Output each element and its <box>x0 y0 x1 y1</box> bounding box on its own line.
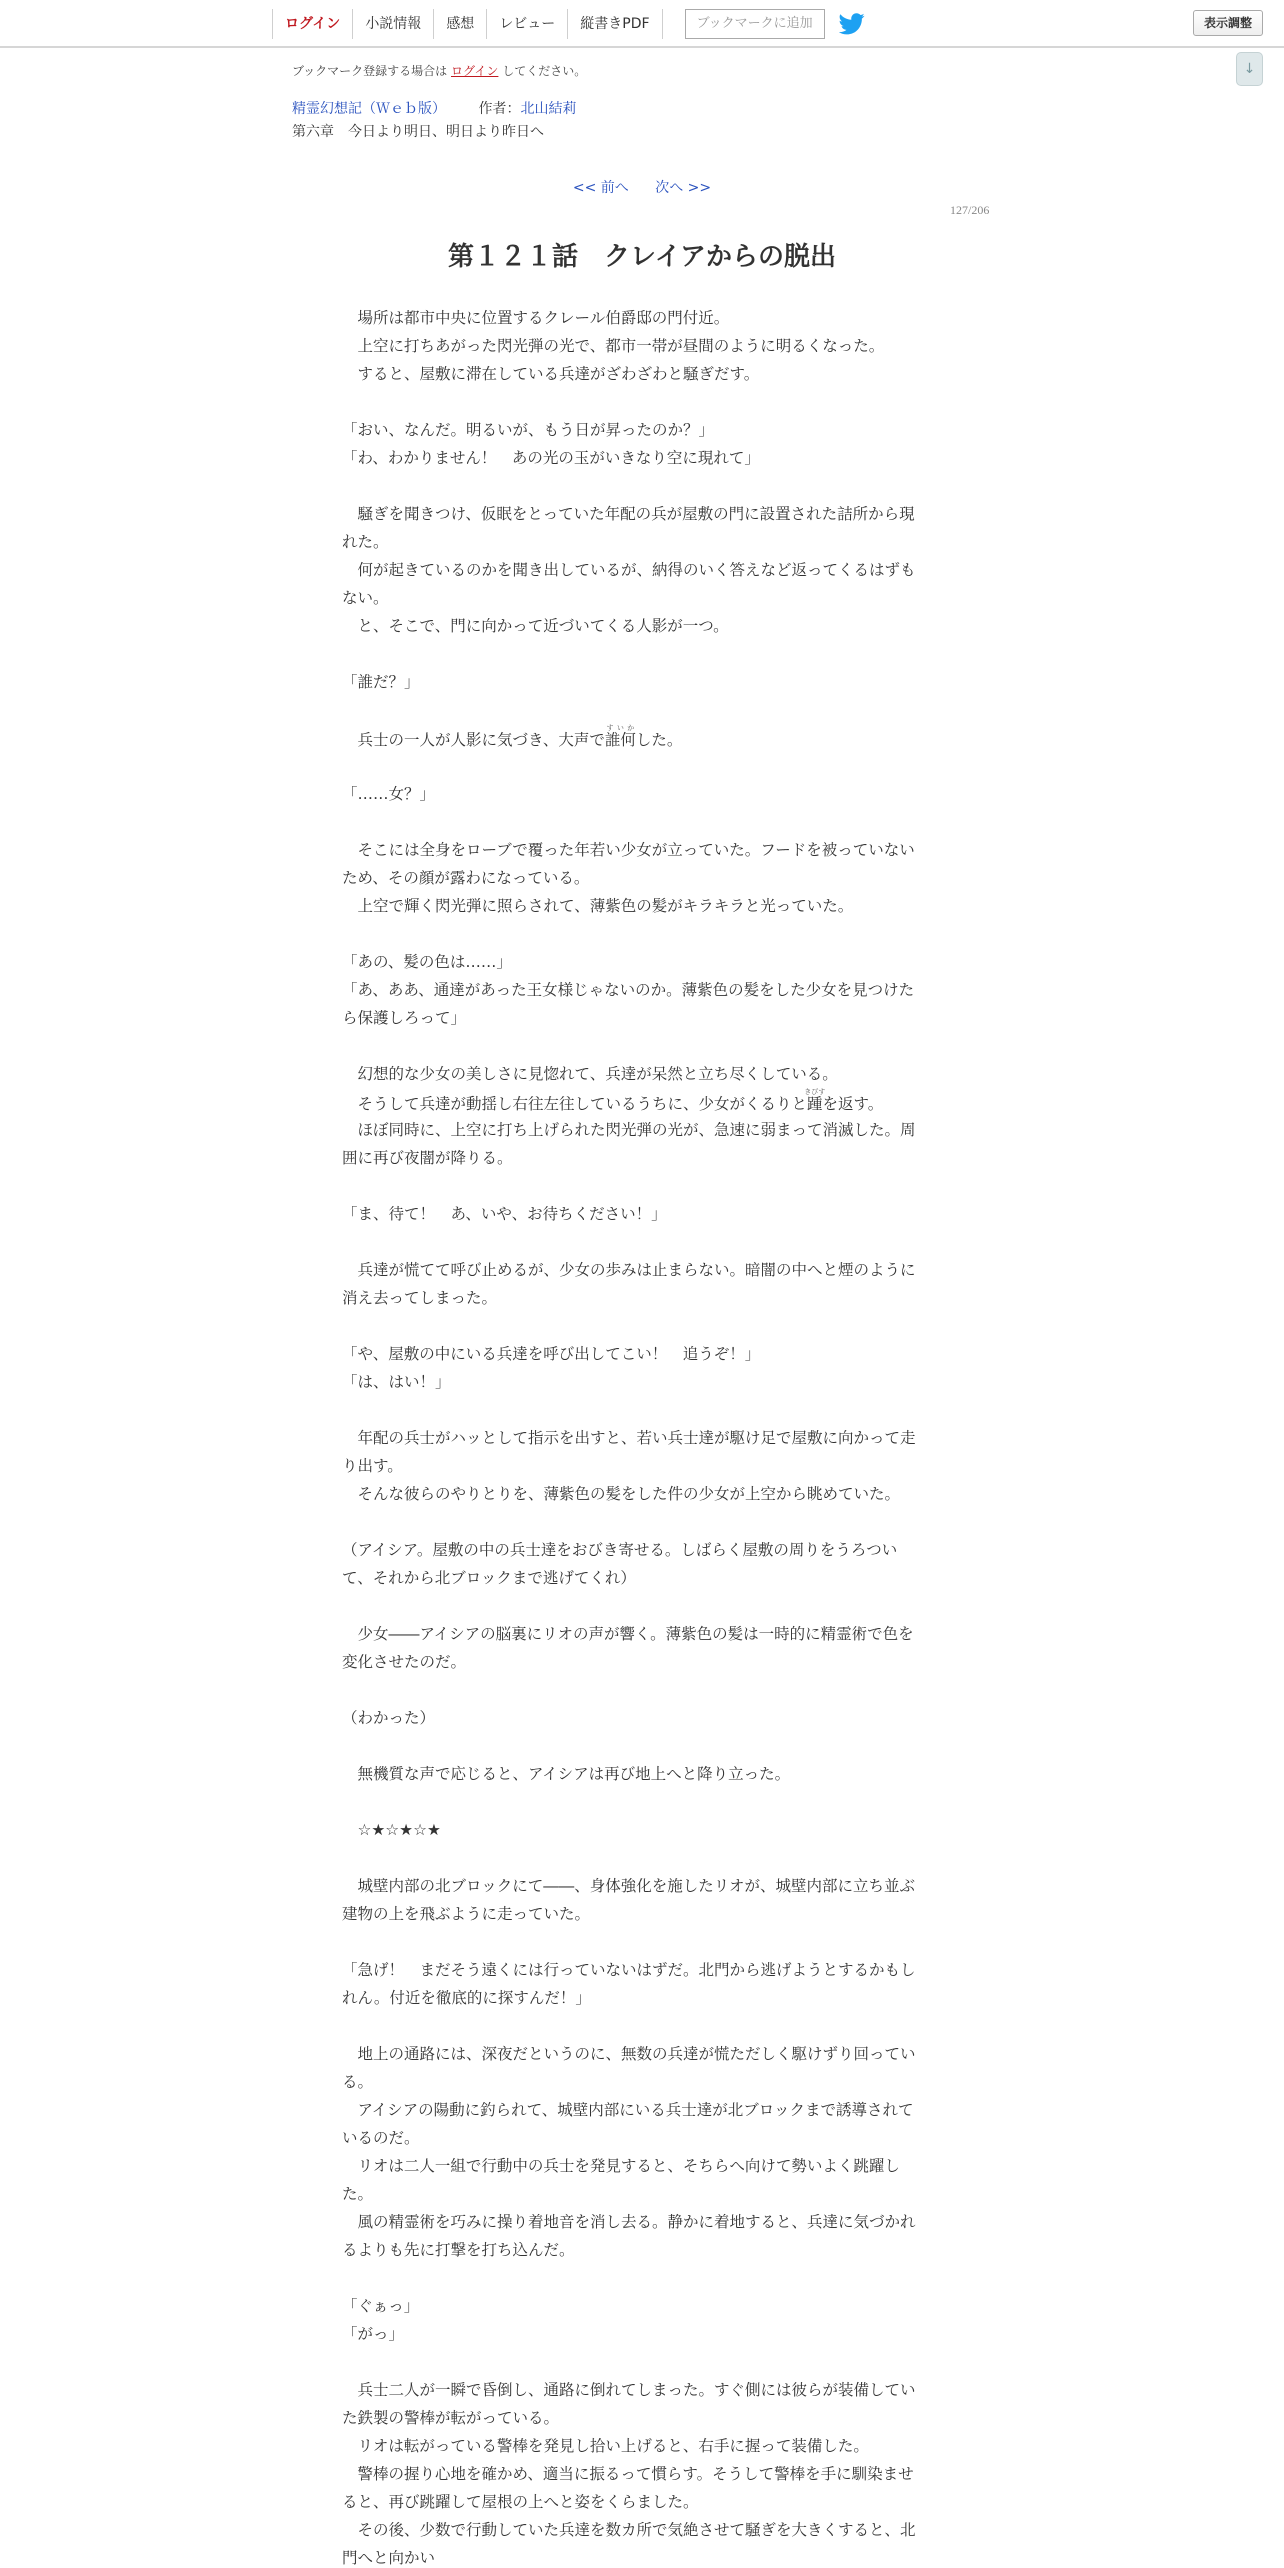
novel-meta <box>292 98 576 118</box>
nav-novel-info[interactable]: 小説情報 <box>352 9 433 39</box>
body-line: 場所は都市中央に位置するクレール伯爵邸の門付近。 <box>342 309 730 327</box>
body-line: 「……女？」 <box>342 785 436 803</box>
body-line <box>342 640 942 668</box>
notice-text-before: ブックマーク登録する場合は <box>292 64 448 78</box>
body-line: 何が起きているのかを聞き出しているが、納得のいく答えなど返ってくるはずも <box>342 561 916 579</box>
body-line: 兵士の一人が人影に気づき、大声で誰何すいかした。 <box>342 724 683 749</box>
nav-impressions[interactable]: 感想 <box>433 9 486 39</box>
body-line: 「わ、わかりません！ あの光の玉がいきなり空に現れて」 <box>342 449 760 467</box>
ruby-annotation: 誰何すいか <box>604 724 636 749</box>
ruby-annotation: 踵きびす <box>804 1088 826 1113</box>
body-line: 城壁内部の北ブロックにて――、身体強化を施したリオが、城壁内部に立ち並ぶ <box>342 1877 916 1895</box>
body-line <box>342 1508 942 1536</box>
body-line: （わかった） <box>342 1709 436 1727</box>
body-line: ら保護しろって」 <box>342 1009 467 1027</box>
novel-body <box>342 304 942 2568</box>
body-line <box>342 1396 942 1424</box>
body-line: るよりも先に打撃を打ち込んだ。 <box>342 2241 575 2259</box>
author-label: 作者： <box>478 101 521 117</box>
episode-title: 第１２１話 クレイアからの脱出 <box>448 242 836 272</box>
nav-vertical-pdf[interactable]: 縦書きPDF <box>567 9 662 39</box>
body-line: 消え去ってしまった。 <box>342 1289 498 1307</box>
body-line <box>342 1228 942 1256</box>
body-line: 囲に再び夜闇が降りる。 <box>342 1149 513 1167</box>
body-line: 「おい、なんだ。明るいが、もう日が昇ったのか？」 <box>342 421 715 439</box>
bookmark-notice <box>292 62 586 79</box>
body-line: 幻想的な少女の美しさに見惚れて、兵達が呆然と立ち尽くしている。 <box>342 1065 838 1083</box>
body-line: ほぼ同時に、上空に打ち上げられた閃光弾の光が、急速に弱まって消滅した。周 <box>342 1121 916 1139</box>
body-line <box>342 2348 942 2376</box>
nav-review[interactable]: レビュー <box>486 9 567 39</box>
scroll-down-button[interactable]: ↓ <box>1236 52 1263 86</box>
bookmark-button[interactable]: ブックマークに追加 <box>685 9 825 39</box>
body-line <box>342 1032 942 1060</box>
body-line: リオは二人一組で行動中の兵士を発見すると、そちらへ向けて勢いよく跳躍し <box>342 2157 900 2175</box>
body-line <box>342 1788 942 1816</box>
body-line <box>342 388 942 416</box>
body-line: 兵達が慌てて呼び止めるが、少女の歩みは止まらない。暗闇の中へと煙のように <box>342 1261 916 1279</box>
body-line: 「あの、髪の色は……」 <box>342 953 512 971</box>
body-line: 少女――アイシアの脳裏にリオの声が響く。薄紫色の髪は一時的に精霊術で色を <box>342 1625 914 1643</box>
body-line <box>342 752 942 780</box>
body-line: 上空に打ちあがった閃光弾の光で、都市一帯が昼間のように明るくなった。 <box>342 337 885 355</box>
body-line <box>342 808 942 836</box>
body-line <box>342 696 942 724</box>
body-line <box>342 1844 942 1872</box>
body-line <box>342 1676 942 1704</box>
body-line: 変化させたのだ。 <box>342 1653 467 1671</box>
body-line: リオは転がっている警棒を発見し拾い上げると、右手に握って装備した。 <box>342 2437 869 2455</box>
body-line <box>342 1172 942 1200</box>
body-line <box>342 2264 942 2292</box>
nav-login[interactable]: ログイン <box>272 9 352 39</box>
notice-login-link[interactable]: ログイン <box>451 64 499 78</box>
body-line: 「ま、待て！ あ、いや、お待ちください！」 <box>342 1205 667 1223</box>
body-line: 「誰だ？」 <box>342 673 420 691</box>
body-line: 騒ぎを聞きつけ、仮眠をとっていた年配の兵が屋敷の門に設置された詰所から現 <box>342 505 915 523</box>
body-line: 「がっ」 <box>342 2325 405 2343</box>
body-line: 「急げ！ まだそう遠くには行っていないはずだ。北門から逃げようとするかもし <box>342 1961 916 1979</box>
body-line: 兵士二人が一瞬で昏倒し、通路に倒れてしまった。すぐ側には彼らが装備してい <box>342 2381 916 2399</box>
display-settings-button[interactable]: 表示調整 <box>1193 10 1263 36</box>
body-line <box>342 1592 942 1620</box>
body-line <box>342 1312 942 1340</box>
body-line: れん。付近を徹底的に探すんだ！」 <box>342 1989 591 2007</box>
notice-text-after: してください。 <box>502 64 587 78</box>
body-line: た鉄製の警棒が転がっている。 <box>342 2409 560 2427</box>
body-line: その後、少数で行動していた兵達を数カ所で気絶させて騒ぎを大きくすると、北 <box>342 2521 916 2539</box>
body-line: ☆★☆★☆★ <box>342 1821 441 1839</box>
body-line: 年配の兵士がハッとして指示を出すと、若い兵士達が駆け足で屋敷に向かって走 <box>342 1429 916 1447</box>
body-line: 無機質な声で応じると、アイシアは再び地上へと降り立った。 <box>342 1765 791 1783</box>
body-line <box>342 472 942 500</box>
body-line: れた。 <box>342 533 389 551</box>
top-nav <box>272 9 865 39</box>
body-line: た。 <box>342 2185 374 2203</box>
body-line: 地上の通路には、深夜だというのに、無数の兵達が慌ただしく駆けずり回ってい <box>342 2045 916 2063</box>
body-line: 「あ、ああ、通達があった王女様じゃないのか。薄紫色の髪をした少女を見つけた <box>342 981 915 999</box>
prev-link[interactable]: << 前へ <box>572 180 629 196</box>
body-line: すると、屋敷に滞在している兵達がざわざわと騒ぎだす。 <box>342 365 760 383</box>
twitter-icon[interactable] <box>839 13 865 35</box>
body-line: そこには全身をローブで覆った年若い少女が立っていた。フードを被っていない <box>342 841 915 859</box>
chapter-title: 第六章 今日より明日、明日より昨日へ <box>292 124 544 140</box>
body-line: 「は、はい！」 <box>342 1373 451 1391</box>
body-line: る。 <box>342 2073 374 2091</box>
body-line: 門へと向かい <box>342 2549 436 2567</box>
body-line: そうして兵達が動揺し右往左往しているうちに、少女がくるりと踵きびすを返す。 <box>342 1088 884 1113</box>
body-line: ると、再び跳躍して屋根の上へと姿をくらました。 <box>342 2493 699 2511</box>
body-line: そんな彼らのやりとりを、薄紫色の髪をした件の少女が上空から眺めていた。 <box>342 1485 901 1503</box>
site-header <box>0 0 1284 48</box>
body-line: ない。 <box>342 589 389 607</box>
body-line: 風の精霊術を巧みに操り着地音を消し去る。静かに着地すると、兵達に気づかれ <box>342 2213 916 2231</box>
body-line: いるのだ。 <box>342 2129 420 2147</box>
next-link[interactable]: 次へ >> <box>655 180 712 196</box>
body-line: て、それから北ブロックまで逃げてくれ） <box>342 1569 636 1587</box>
body-line: 警棒の握り心地を確かめ、適当に振るって慣らす。そうして警棒を手に馴染ませ <box>342 2465 914 2483</box>
body-line <box>342 920 942 948</box>
body-line: アイシアの陽動に釣られて、城壁内部にいる兵士達が北ブロックまで誘導されて <box>342 2101 914 2119</box>
body-line: と、そこで、門に向かって近づいてくる人影が一つ。 <box>342 617 729 635</box>
body-line: 上空で輝く閃光弾に照らされて、薄紫色の髪がキラキラと光っていた。 <box>342 897 854 915</box>
series-title-link[interactable]: 精霊幻想記（Ｗｅｂ版） <box>292 101 446 117</box>
pager <box>0 177 1284 197</box>
body-line: ため、その顔が露わになっている。 <box>342 869 590 887</box>
page-count: 127/206 <box>950 203 990 217</box>
body-line <box>342 1732 942 1760</box>
body-line <box>342 2012 942 2040</box>
body-line: （アイシア。屋敷の中の兵士達をおびき寄せる。しばらく屋敷の周りをうろつい <box>342 1541 898 1559</box>
body-line: り出す。 <box>342 1457 403 1475</box>
body-line <box>342 1928 942 1956</box>
body-line: 建物の上を飛ぶように走っていた。 <box>342 1905 591 1923</box>
author-link[interactable]: 北山結莉 <box>520 101 577 117</box>
body-line: 「ぐぁっ」 <box>342 2297 420 2315</box>
body-line: 「や、屋敷の中にいる兵達を呼び出してこい！ 追うぞ！」 <box>342 1345 761 1363</box>
